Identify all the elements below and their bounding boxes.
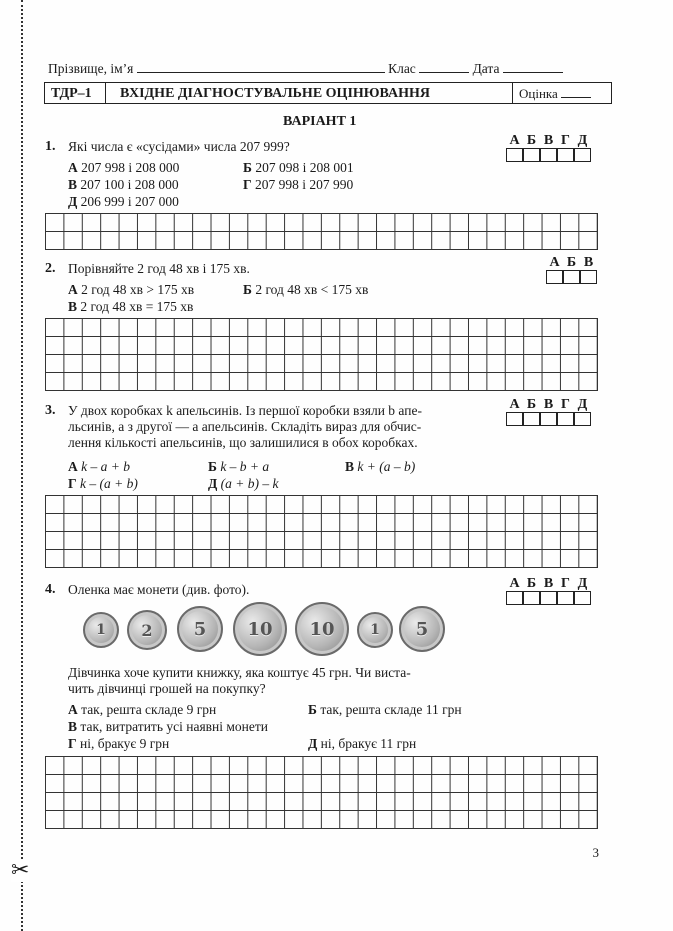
q1-option-v: В 207 100 і 208 000 bbox=[68, 177, 179, 192]
q3-option-a: А k – a + b bbox=[68, 459, 130, 474]
q4-number: 4. bbox=[45, 582, 56, 597]
q3-work-grid[interactable] bbox=[45, 495, 598, 568]
answer-checkbox[interactable] bbox=[523, 591, 540, 605]
answer-checkbox[interactable] bbox=[557, 591, 574, 605]
q4-option-g: Г ні, бракує 9 грн bbox=[68, 736, 170, 751]
date-field[interactable] bbox=[503, 60, 563, 73]
answer-checkbox[interactable] bbox=[523, 412, 540, 426]
answer-checkbox[interactable] bbox=[540, 412, 557, 426]
q3-answer-boxes bbox=[506, 398, 591, 426]
date-label: Дата bbox=[472, 61, 500, 76]
q4-text-line: чить дівчинці грошей на покупку? bbox=[68, 681, 266, 696]
q3-letter: А bbox=[509, 397, 520, 412]
q1-option-d: Д 206 999 і 207 000 bbox=[68, 194, 179, 209]
coin-image: 2 bbox=[127, 610, 167, 650]
q3-text-line: льсинів, а з другої — a апельсинів. Складіть вираз для обчис- bbox=[68, 419, 422, 434]
test-title: ВХІДНЕ ДІАГНОСТУВАЛЬНЕ ОЦІНЮВАННЯ bbox=[105, 82, 513, 104]
q4-option-a: А так, решта складе 9 грн bbox=[68, 702, 217, 717]
scissors-icon: ✂ bbox=[11, 858, 30, 883]
q3-letter: Б bbox=[526, 397, 537, 412]
q3-option-d: Д (a + b) – k bbox=[208, 476, 279, 491]
q1-letter: А bbox=[509, 133, 520, 148]
q1-letter: Б bbox=[526, 133, 537, 148]
q4-letter: А bbox=[509, 576, 520, 591]
coin-image: 10 bbox=[233, 602, 287, 656]
q1-number: 1. bbox=[45, 139, 56, 154]
header-row bbox=[48, 60, 563, 77]
title-box bbox=[44, 82, 612, 106]
q2-option-v: В 2 год 48 хв = 175 хв bbox=[68, 299, 194, 314]
variant-title: ВАРІАНТ 1 bbox=[283, 114, 357, 129]
q2-work-grid[interactable] bbox=[45, 318, 598, 391]
q1-text: Які числа є «сусідами» числа 207 999? bbox=[68, 139, 290, 154]
q1-letter: Г bbox=[561, 133, 570, 148]
q4-letter: Д bbox=[577, 576, 588, 591]
q3-option-g: Г k – (a + b) bbox=[68, 476, 138, 491]
answer-checkbox[interactable] bbox=[557, 148, 574, 162]
answer-checkbox[interactable] bbox=[546, 270, 563, 284]
answer-checkbox[interactable] bbox=[540, 148, 557, 162]
q2-text: Порівняйте 2 год 48 хв і 175 хв. bbox=[68, 261, 250, 276]
q4-work-grid[interactable] bbox=[45, 756, 598, 829]
q3-number: 3. bbox=[45, 403, 56, 418]
q4-option-b: Б так, решта складе 11 грн bbox=[308, 702, 462, 717]
surname-label: Прізвище, ім’я bbox=[48, 61, 134, 76]
q3-text-line: лення кількості апельсинів, що залишилися в обох коробках. bbox=[68, 435, 418, 450]
q1-option-a: А 207 998 і 208 000 bbox=[68, 160, 180, 175]
answer-checkbox[interactable] bbox=[580, 270, 597, 284]
q4-option-d: Д ні, бракує 11 грн bbox=[308, 736, 417, 751]
answer-checkbox[interactable] bbox=[563, 270, 580, 284]
answer-checkbox[interactable] bbox=[574, 412, 591, 426]
q2-answer-boxes bbox=[546, 256, 597, 284]
answer-checkbox[interactable] bbox=[574, 148, 591, 162]
class-field[interactable] bbox=[419, 60, 469, 73]
answer-checkbox[interactable] bbox=[557, 412, 574, 426]
q4-text: Оленка має монети (див. фото). bbox=[68, 582, 250, 597]
cut-line bbox=[21, 0, 23, 931]
q4-option-v: В так, витратить усі наявні монети bbox=[68, 719, 269, 734]
q2-number: 2. bbox=[45, 261, 56, 276]
q4-letter: Б bbox=[526, 576, 537, 591]
q2-letter: А bbox=[549, 255, 560, 270]
coin-image: 5 bbox=[177, 606, 223, 652]
answer-checkbox[interactable] bbox=[506, 412, 523, 426]
q1-letter: Д bbox=[577, 133, 588, 148]
surname-field[interactable] bbox=[137, 60, 385, 73]
q3-letter: Д bbox=[577, 397, 588, 412]
answer-checkbox[interactable] bbox=[574, 591, 591, 605]
coin-image: 1 bbox=[357, 612, 393, 648]
q3-letter: В bbox=[543, 397, 554, 412]
answer-checkbox[interactable] bbox=[506, 148, 523, 162]
q2-letter: В bbox=[583, 255, 594, 270]
grade-label: Оцінка bbox=[519, 86, 558, 101]
q1-letter: В bbox=[543, 133, 554, 148]
class-label: Клас bbox=[388, 61, 416, 76]
q4-letter: Г bbox=[561, 576, 570, 591]
q4-letter: В bbox=[543, 576, 554, 591]
q4-text-line: Дівчинка хоче купити книжку, яка коштує 45 грн. Чи виста- bbox=[68, 665, 411, 680]
q2-letter: Б bbox=[566, 255, 577, 270]
q3-option-v: В k + (a – b) bbox=[345, 459, 416, 474]
q1-work-grid[interactable] bbox=[45, 213, 598, 250]
answer-checkbox[interactable] bbox=[506, 591, 523, 605]
grade-cell[interactable] bbox=[512, 82, 612, 104]
q3-text-line: У двох коробках k апельсинів. Із першої коробки взяли b апе- bbox=[68, 403, 422, 418]
coin-image: 10 bbox=[295, 602, 349, 656]
grade-field bbox=[561, 87, 591, 98]
answer-checkbox[interactable] bbox=[540, 591, 557, 605]
q2-option-b: Б 2 год 48 хв < 175 хв bbox=[243, 282, 369, 297]
coin-image: 1 bbox=[83, 612, 119, 648]
page-number: 3 bbox=[592, 845, 599, 860]
q1-option-b: Б 207 098 і 208 001 bbox=[243, 160, 354, 175]
q1-option-g: Г 207 998 і 207 990 bbox=[243, 177, 354, 192]
q4-answer-boxes bbox=[506, 577, 591, 605]
q3-option-b: Б k – b + a bbox=[208, 459, 270, 474]
q3-letter: Г bbox=[561, 397, 570, 412]
test-code: ТДР–1 bbox=[44, 82, 106, 104]
answer-checkbox[interactable] bbox=[523, 148, 540, 162]
q2-option-a: А 2 год 48 хв > 175 хв bbox=[68, 282, 195, 297]
q1-answer-boxes bbox=[506, 134, 591, 162]
coin-image: 5 bbox=[399, 606, 445, 652]
